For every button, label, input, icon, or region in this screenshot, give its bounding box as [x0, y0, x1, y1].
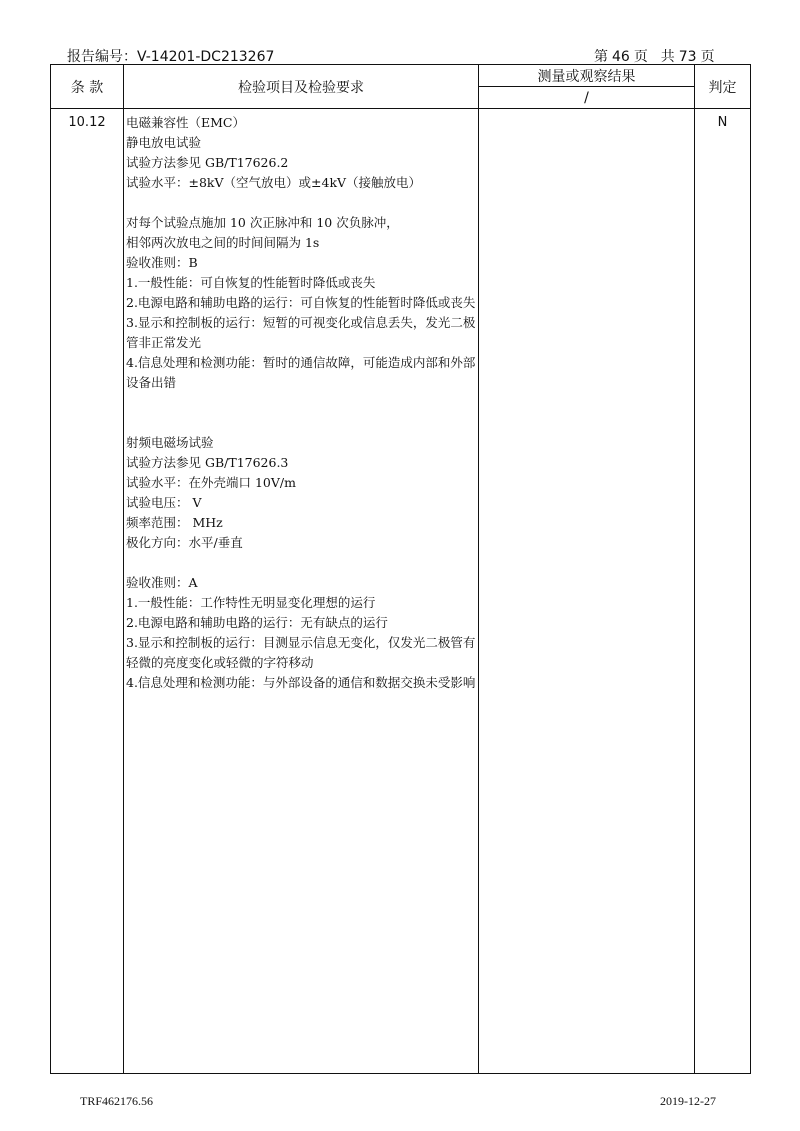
page-info [594, 46, 719, 66]
total-pages: 73 [678, 49, 697, 65]
req-line: 试验方法参见 GB/T17626.3 [126, 455, 289, 470]
total-prefix: 共 [660, 49, 675, 65]
req-line: 频率范围： MHz [126, 515, 223, 530]
req-line: 验收准则：A [126, 575, 198, 590]
clause-number: 10.12 [51, 109, 124, 1074]
header-requirement: 检验项目及检验要求 [124, 65, 479, 109]
header-result-sub: / [479, 87, 695, 109]
req-line: 试验电压： V [126, 495, 202, 510]
page-unit: 页 [633, 49, 648, 65]
req-line: 4.信息处理和检测功能：暂时的通信故障，可能造成内部和外部设备出错 [126, 355, 476, 390]
page-number: 46 [612, 49, 630, 65]
req-line: 对每个试验点施加 10 次正脉冲和 10 次负脉冲， [126, 215, 399, 230]
verdict-cell: N [695, 109, 751, 1074]
req-line: 1.一般性能：可自恢复的性能暂时降低或丧失 [126, 275, 376, 290]
form-code: TRF462176.56 [80, 1094, 154, 1108]
result-cell [479, 109, 695, 1074]
req-line: 相邻两次放电之间的时间间隔为 1s [126, 235, 320, 250]
req-line: 2.电源电路和辅助电路的运行：可自恢复的性能暂时降低或丧失 [126, 295, 476, 310]
req-line: 射频电磁场试验 [126, 435, 214, 450]
header-verdict: 判定 [695, 65, 751, 109]
total-unit: 页 [700, 49, 715, 65]
req-line: 试验方法参见 GB/T17626.2 [126, 155, 289, 170]
page-prefix: 第 [594, 49, 608, 65]
req-line: 4.信息处理和检测功能：与外部设备的通信和数据交换未受影响 [126, 675, 476, 690]
req-line: 电磁兼容性（EMC） [126, 115, 245, 130]
form-date: 2019-12-27 [660, 1094, 716, 1108]
requirement-cell [124, 109, 479, 1074]
header-result: 测量或观察结果 [479, 65, 695, 87]
req-line: 3.显示和控制板的运行：短暂的可视变化或信息丢失，发光二极管非正常发光 [126, 315, 476, 350]
req-line: 静电放电试验 [126, 135, 202, 150]
req-line: 2.电源电路和辅助电路的运行：无有缺点的运行 [126, 615, 388, 630]
report-number: 报告编号：V-14201-DC213267 [67, 49, 275, 65]
table-row [51, 109, 751, 1074]
header-clause: 条 款 [51, 65, 124, 109]
req-line: 试验水平：在外壳端口 10V/m [126, 475, 296, 490]
req-line: 试验水平：±8kV（空气放电）或±4kV（接触放电） [126, 175, 422, 190]
inspection-table [50, 64, 751, 1074]
req-line: 极化方向：水平/垂直 [126, 535, 243, 550]
req-line: 1.一般性能：工作特性无明显变化理想的运行 [126, 595, 376, 610]
req-line: 3.显示和控制板的运行：目测显示信息无变化，仅发光二极管有轻微的亮度变化或轻微的字符移动 [126, 635, 476, 670]
req-line: 验收准则：B [126, 255, 198, 270]
